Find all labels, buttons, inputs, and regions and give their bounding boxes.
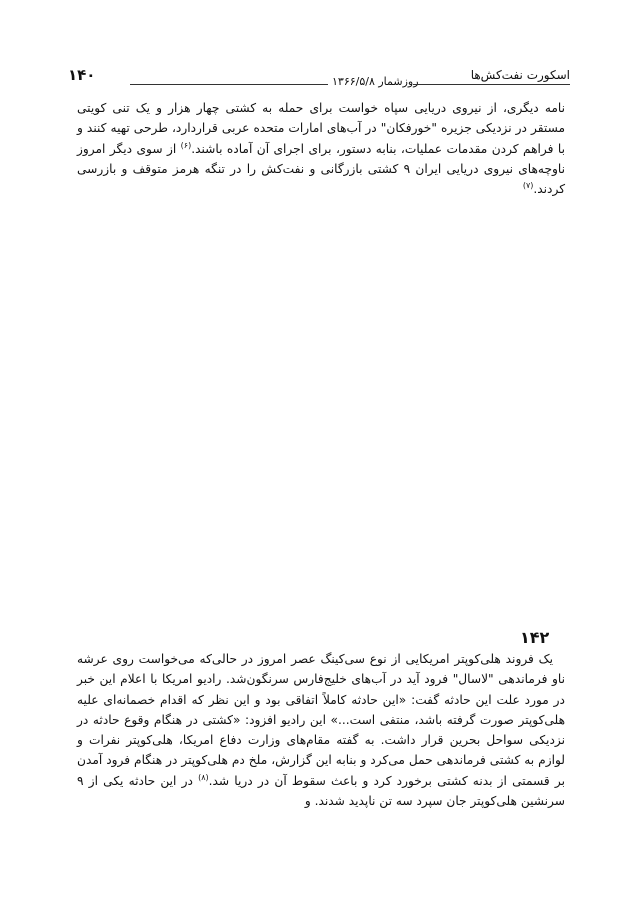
header-date: روزشمار ۱۳۶۶/۵/۸ bbox=[332, 75, 419, 88]
entry-text: یک فروند هلی‌کوپتر امریکایی از نوع سی‌کینگ عصر امروز در حالی‌که می‌خواست روی عرشه ناو فرماندهی "لاسال" فرود آید در آب‌های خلیج‌فارس سرنگون‌شد. رادیو امریکا با اعلام این خبر در مورد علت این حادثه گفت: «این حادثه کاملاً اتفاقی بود و این نظر که اقدام خصمانه‌ای علیه هلی‌کوپتر صورت گرفته باشد، منتفی است...» این رادیو افزود: «کشتی در هنگام وقوع حادثه در نزدیکی سواحل بحرین قرار داشت. به گفته مقام‌های وزارت دفاع امریکا، هلی‌کوپتر نفرات و لوازم به کشتی فرماندهی حمل می‌کرد و بنابه این گزارش، ملخ دم هلی‌کوپتر در هنگام فرود آمدن بر قسمتی از بدنه کشتی برخورد کرد و باعث سقوط آن در دریا شد. bbox=[77, 652, 565, 788]
entry-text: نامه دیگری، از نیروی دریایی سپاه خواست برای حمله به کشتی چهار هزار و یک تنی کویتی مستقر در نزدیکی جزیره "خورفکان" در آب‌های امارات متحده عربی قراردارد، طرحی تهیه کنند و با فراهم کردن مقدمات عملیات، بنابه دستور، برای اجرای آن آماده باشند. bbox=[77, 101, 566, 156]
entry-number: ۱۴۲ bbox=[520, 628, 550, 647]
page-number: ۱۴۰ bbox=[68, 66, 96, 84]
footnote-ref-7: (۷) bbox=[522, 181, 534, 191]
header-rule-right bbox=[413, 84, 570, 85]
footnote-ref-6: (۶) bbox=[180, 140, 192, 150]
header-rule-left bbox=[130, 84, 328, 85]
page-header bbox=[68, 66, 570, 92]
entry-text: از سوی دیگر امروز ناوچه‌های نیروی دریایی ایران ۹ کشتی بازرگانی و نفت‌کش را در تنگه هرمز متوقف و بازرسی کردند. bbox=[77, 141, 565, 197]
footnote-ref-8: (۸) bbox=[198, 772, 209, 782]
running-title: اسکورت نفت‌کش‌ها bbox=[470, 68, 570, 82]
entry-142-body bbox=[77, 649, 565, 811]
entry-text: در این حادثه یکی از ۹ سرنشین هلی‌کوپتر جان سپرد سه تن ناپدید شدند. و bbox=[77, 773, 565, 809]
entry-141-continuation bbox=[77, 98, 565, 199]
